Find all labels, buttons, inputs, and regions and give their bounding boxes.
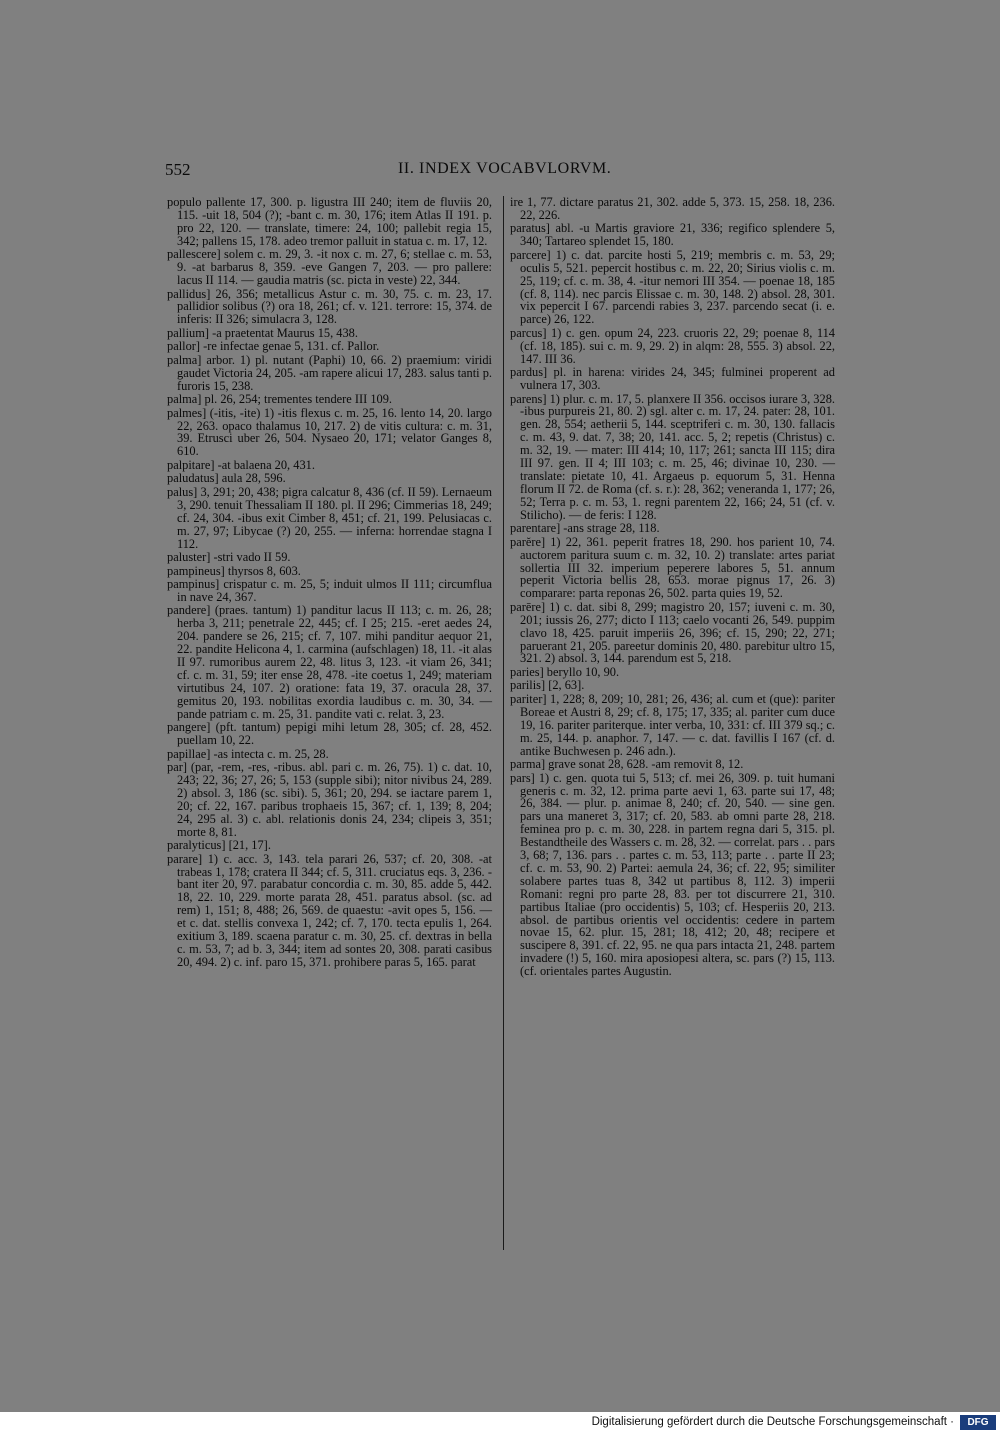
index-entry: parens] 1) plur. c. m. 17, 5. planxere II 356. occisos iurare 3, 328. -ibus purpureis 21, 80. 2) sgl. alter c. m. 17, 24. pater: 28, 101. gen. 28, 554; aetherii 5, 144. sceptriferi c. m. 30, 130. fallacis c. m. 43, 9. dat. 7, 38; 20, 141. acc. 5, 2; repetis (Christus) c. m. 32, 19. — mater: III 414; 10, 117; 261; sancta III 115; dira III 97. gen. II 4; III 103; c. m. 25, 46; divinae 10, 230. — translate: pietate 10, 41. Argaeus p. equorum 5, 31. Henna florum II 72. de Roma (cf. s. r.): 28, 362; veneranda 1, 177; 26, 52; Terra p. c. m. 53, 1. regni parentem 22, 166; 24, 51 (cf. v. Stilicho). — de feris: I 128. [510, 391, 835, 522]
index-entry: palma] pl. 26, 254; trementes tendere III 109. [167, 392, 393, 407]
index-entry: paludatus] aula 28, 596. [167, 471, 286, 486]
index-entry: pallor] -re infectae genae 5, 131. cf. Pallor. [167, 339, 380, 354]
index-entry: parēre] 1) c. dat. sibi 8, 299; magistro 20, 157; iuveni c. m. 30, 201; iussis 26, 277; dicto I 113; caelo vocanti 26, 549. puppim clavo 18, 425. paruit imperiis 26, 396; cf. 15, 290; 22, 271; paruerant 21, 205. pareetur dominis 20, 480. parebitur ultro 15, 321. 2) absol. 3, 144. parendum est 5, 218. [510, 599, 835, 666]
index-entry: paratus] abl. -u Martis graviore 21, 336; regifico splendere 5, 340; Tartareo splendet 15, 180. [510, 221, 835, 249]
index-entry: pallium] -a praetentat Maurus 15, 438. [167, 325, 358, 340]
index-entry: pallidus] 26, 356; metallicus Astur c. m. 30, 75. c. m. 23, 17. pallidior solibus (?) ora 18, 261; cf. v. 121. terrore: 15, 374. de inferis: II 326; simulacra 3, 128. [167, 286, 492, 327]
index-entry: parcus] 1) c. gen. opum 24, 223. cruoris 22, 29; poenae 8, 114 (cf. 18, 185). sui c. m. 9, 29. 2) in alqm: 28, 555. 3) absol. 22, 147. III 36. [510, 325, 835, 366]
index-entry: palus] 3, 291; 20, 438; pigra calcatur 8, 436 (cf. II 59). Lernaeum 3, 290. tenuit Thessaliam II 180. pl. II 296; Cimmerias 18, 249; cf. 24, 304. -ibus exit Cimber 8, 451; cf. 21, 199. Pelusiacas c. m. 27, 97; Libycae (?) 20, 255. — inferna: horrendae stagna I 112. [167, 484, 492, 551]
index-entry: ire 1, 77. dictare paratus 21, 302. adde 5, 373. 15, 258. 18, 236. 22, 226. [510, 195, 835, 222]
index-entry: palmes] (-itis, -ite) 1) -itis flexus c. m. 25, 16. lento 14, 20. largo 22, 263. opaco thalamus 10, 217. 2) de vitis cultura: c. m. 31, 39. Etrusci uber 26, 504. Nysaeo 20, 171; velator Ganges 8, 610. [167, 405, 492, 459]
index-entry: pardus] pl. in harena: virides 24, 345; fulminei properent ad vulnera 17, 303. [510, 365, 835, 393]
index-entry: pampinus] crispatur c. m. 25, 5; induit ulmos II 111; circumflua in nave 24, 367. [167, 577, 492, 604]
index-entry: pariter] 1, 228; 8, 209; 10, 281; 26, 436; al. cum et (que): pariter Boreae et Austri 8, 29; cf. 8, 175; 17, 335; al. pariter cum duce 19, 16. pariter pariterque. inter verba, 10, 331: cf. III 379 sq.; c. m. 25, 144. p. anaphor. 7, 147. — c. dat. favillis I 167 (cf. d. antike Buchwesen p. 246 adn.). [510, 691, 835, 758]
left-column [167, 196, 492, 969]
index-entry: paluster] -stri vado II 59. [167, 550, 291, 564]
column-divider [503, 196, 504, 1250]
index-entry: populo pallente 17, 300. p. ligustra III 240; item de fluviis 20, 115. -uit 18, 504 (?); -bant c. m. 30, 176; item Atlas II 191. p. pro 22, 120. — translate, timere: 24, 100; pallebit regia 15, 342; pallens 15, 178. adeo tremor palluit in statua c. m. 17, 12. [167, 195, 492, 248]
dfg-logo[interactable]: DFG [960, 1415, 996, 1430]
index-entry: pangere] (pft. tantum) pepigi mihi letum 28, 305; cf. 28, 452. puellam 10, 22. [167, 720, 492, 748]
index-entry: par] (par, -rem, -res, -ribus. abl. pari c. m. 26, 75). 1) c. dat. 10, 243; 22, 36; 27, 26; 5, 153 (supple sibi); nitor nivibus 24, 289. 2) absol. 3, 186 (sc. sibi). 5, 361; 20, 294. se iactare parem 1, 20; cf. 22, 167. paribus trophaeis 15, 367; cf. 1, 139; 8, 204; 24, 295 al. 3) c. abl. relationis donis 24, 234; clipeis 3, 351; morte 8, 81. [167, 760, 492, 839]
index-entry: pallescere] solem c. m. 29, 3. -it nox c. m. 27, 6; stellae c. m. 53, 9. -at barbarus 8, 359. -eve Gangen 7, 203. — pro pallere: lacus II 114. — gaudia matris (sc. picta in veste) 22, 344. [167, 247, 492, 288]
index-entry: paralyticus] [21, 17]. [167, 838, 271, 853]
page-number: 552 [165, 160, 191, 179]
right-column [510, 196, 835, 979]
index-entry: parentare] -ans strage 28, 118. [510, 521, 660, 536]
index-entry: paries] beryllo 10, 90. [510, 664, 620, 679]
index-entry: pars] 1) c. gen. quota tui 5, 513; cf. mei 26, 309. p. tuit humani generis c. m. 32, 12. prima parte aevi 1, 63. parte sui 17, 48; 26, 384. — plur. p. animae 8, 240; cf. 20, 540. — sine gen. pars una maneret 3, 317; cf. 20, 583. ab omni parte 28, 218. feminea pro p. c. m. 30, 228. in partem regna dari 5, 315. pl. Bestandtheile des Wassers c. m. 28, 32. — correlat. pars . . pars 3, 68; 7, 136. pars . . partes c. m. 53, 113; parte . . parte II 23; cf. c. m. 53, 90. 2) Partei: aemula 24, 36; cf. 22, 95; similiter solabere partes tuas 8, 342 ut partibus 8, 112. 3) imperii Romani: regni pro parte 28, 83. per tot discurrere 21, 310. partibus Italiae (pro occidentis) 5, 103; cf. Hesperiis 20, 213. absol. de partibus orientis vel occidentis: cedere in partem novae 15, 62. plur. 15, 281; 18, 412; 20, 48; recipere et suscipere 8, 391. cf. 22, 95. ne qua pars intacta 21, 248. partem invadere (!) 5, 160. mira aposiopesi altera, sc. pars (?) 15, 113. (cf. orientales partes Augustin. [510, 770, 835, 979]
index-entry: parcere] 1) c. dat. parcite hosti 5, 219; membris c. m. 53, 29; oculis 5, 521. pepercit hostibus c. m. 22, 20; Sirius violis c. m. 25, 119; cf. c. m. 38, 4. -itur nemori III 354. — poenae 18, 185 (cf. 8, 114). nec parcis Elissae c. m. 30, 148. 2) absol. 28, 301. vix pepercit I 67. parcendi rabies 3, 237. parcendo secat (i. e. parce) 26, 122. [510, 247, 835, 327]
page-title: II. INDEX VOCABVLORVM. [398, 160, 612, 177]
index-entry: parilis] [2, 63]. [510, 678, 585, 693]
index-entry: pampineus] thyrsos 8, 603. [167, 563, 301, 578]
index-entry: parma] grave sonat 28, 628. -am removit 8, 12. [510, 757, 744, 772]
index-entry: parare] 1) c. acc. 3, 143. tela parari 26, 537; cf. 20, 308. -at trabeas 1, 178; cratera II 344; cf. 5, 311. cruciatus eqs. 3, 236. -bant iter 20, 97. parabatur concordia c. m. 30, 85. adde 5, 442. 18, 22. 10, 229. morte parata 28, 451. paratus absol. (sc. ad rem) 1, 151; 8, 488; 26, 569. de quaestu: -avit opes 5, 156. — et c. dat. stellis convexa 1, 242; cf. 7, 170. tecta epulis 1, 264. exitium 3, 189. scaena paratur c. m. 30, 25. cf. dextras in bella c. m. 53, 7; ad b. 3, 344; item ad sontes 20, 308. parati casibus 20, 494. 2) c. inf. paro 15, 371. prohibere paras 5, 165. parat [167, 851, 492, 969]
index-entry: palma] arbor. 1) pl. nutant (Paphi) 10, 66. 2) praemium: viridi gaudet Victoria 24, 205. -am rapere alicui 17, 283. salus tanti p. furoris 15, 238. [167, 352, 492, 393]
index-entry: parĕre] 1) 22, 361. peperit fratres 18, 290. hos parient 10, 74. auctorem paritura suum c. m. 32, 10. 2) translate: artes pariat sollertia III 32. imperium peperere labores 5, 51. annum peperit Victoria bellis 28, 653. morae pignus 17, 26. 3) comparare: parta reponas 26, 502. parta quies 19, 52. [510, 534, 835, 601]
footer-bar [0, 1412, 1000, 1434]
index-entry: palpitare] -at balaena 20, 431. [167, 457, 315, 472]
footer-credit: Digitalisierung gefördert durch die Deutsche Forschungsgemeinschaft · [591, 1416, 954, 1428]
index-entry: pandere] (praes. tantum) 1) panditur lacus II 113; c. m. 26, 28; herba 3, 211; penetrale 22, 445; cf. I 25; 215. -eret aedes 24, 204. pandere se 26, 215; cf. 7, 107. mihi panditur aequor 21, 22. pandite Helicona 4, 1. carmina (aufschlagen) 18, 11. -it alas II 97. rumoribus aurem 22, 48. litus 3, 123. -it viam 26, 341; cf. c. m. 31, 59; iter ense 28, 478. -ite coetus 1, 249; materiam virtutibus 24, 107. 2) oratione: fata 19, 37. oracula 28, 37. gemitus 20, 193. nobilitas exordia laudibus c. m. 30, 34. — pande patriam c. m. 25, 31. pandite vati c. relat. 3, 23. [167, 603, 492, 721]
index-entry: papillae] -as intecta c. m. 25, 28. [167, 746, 329, 761]
